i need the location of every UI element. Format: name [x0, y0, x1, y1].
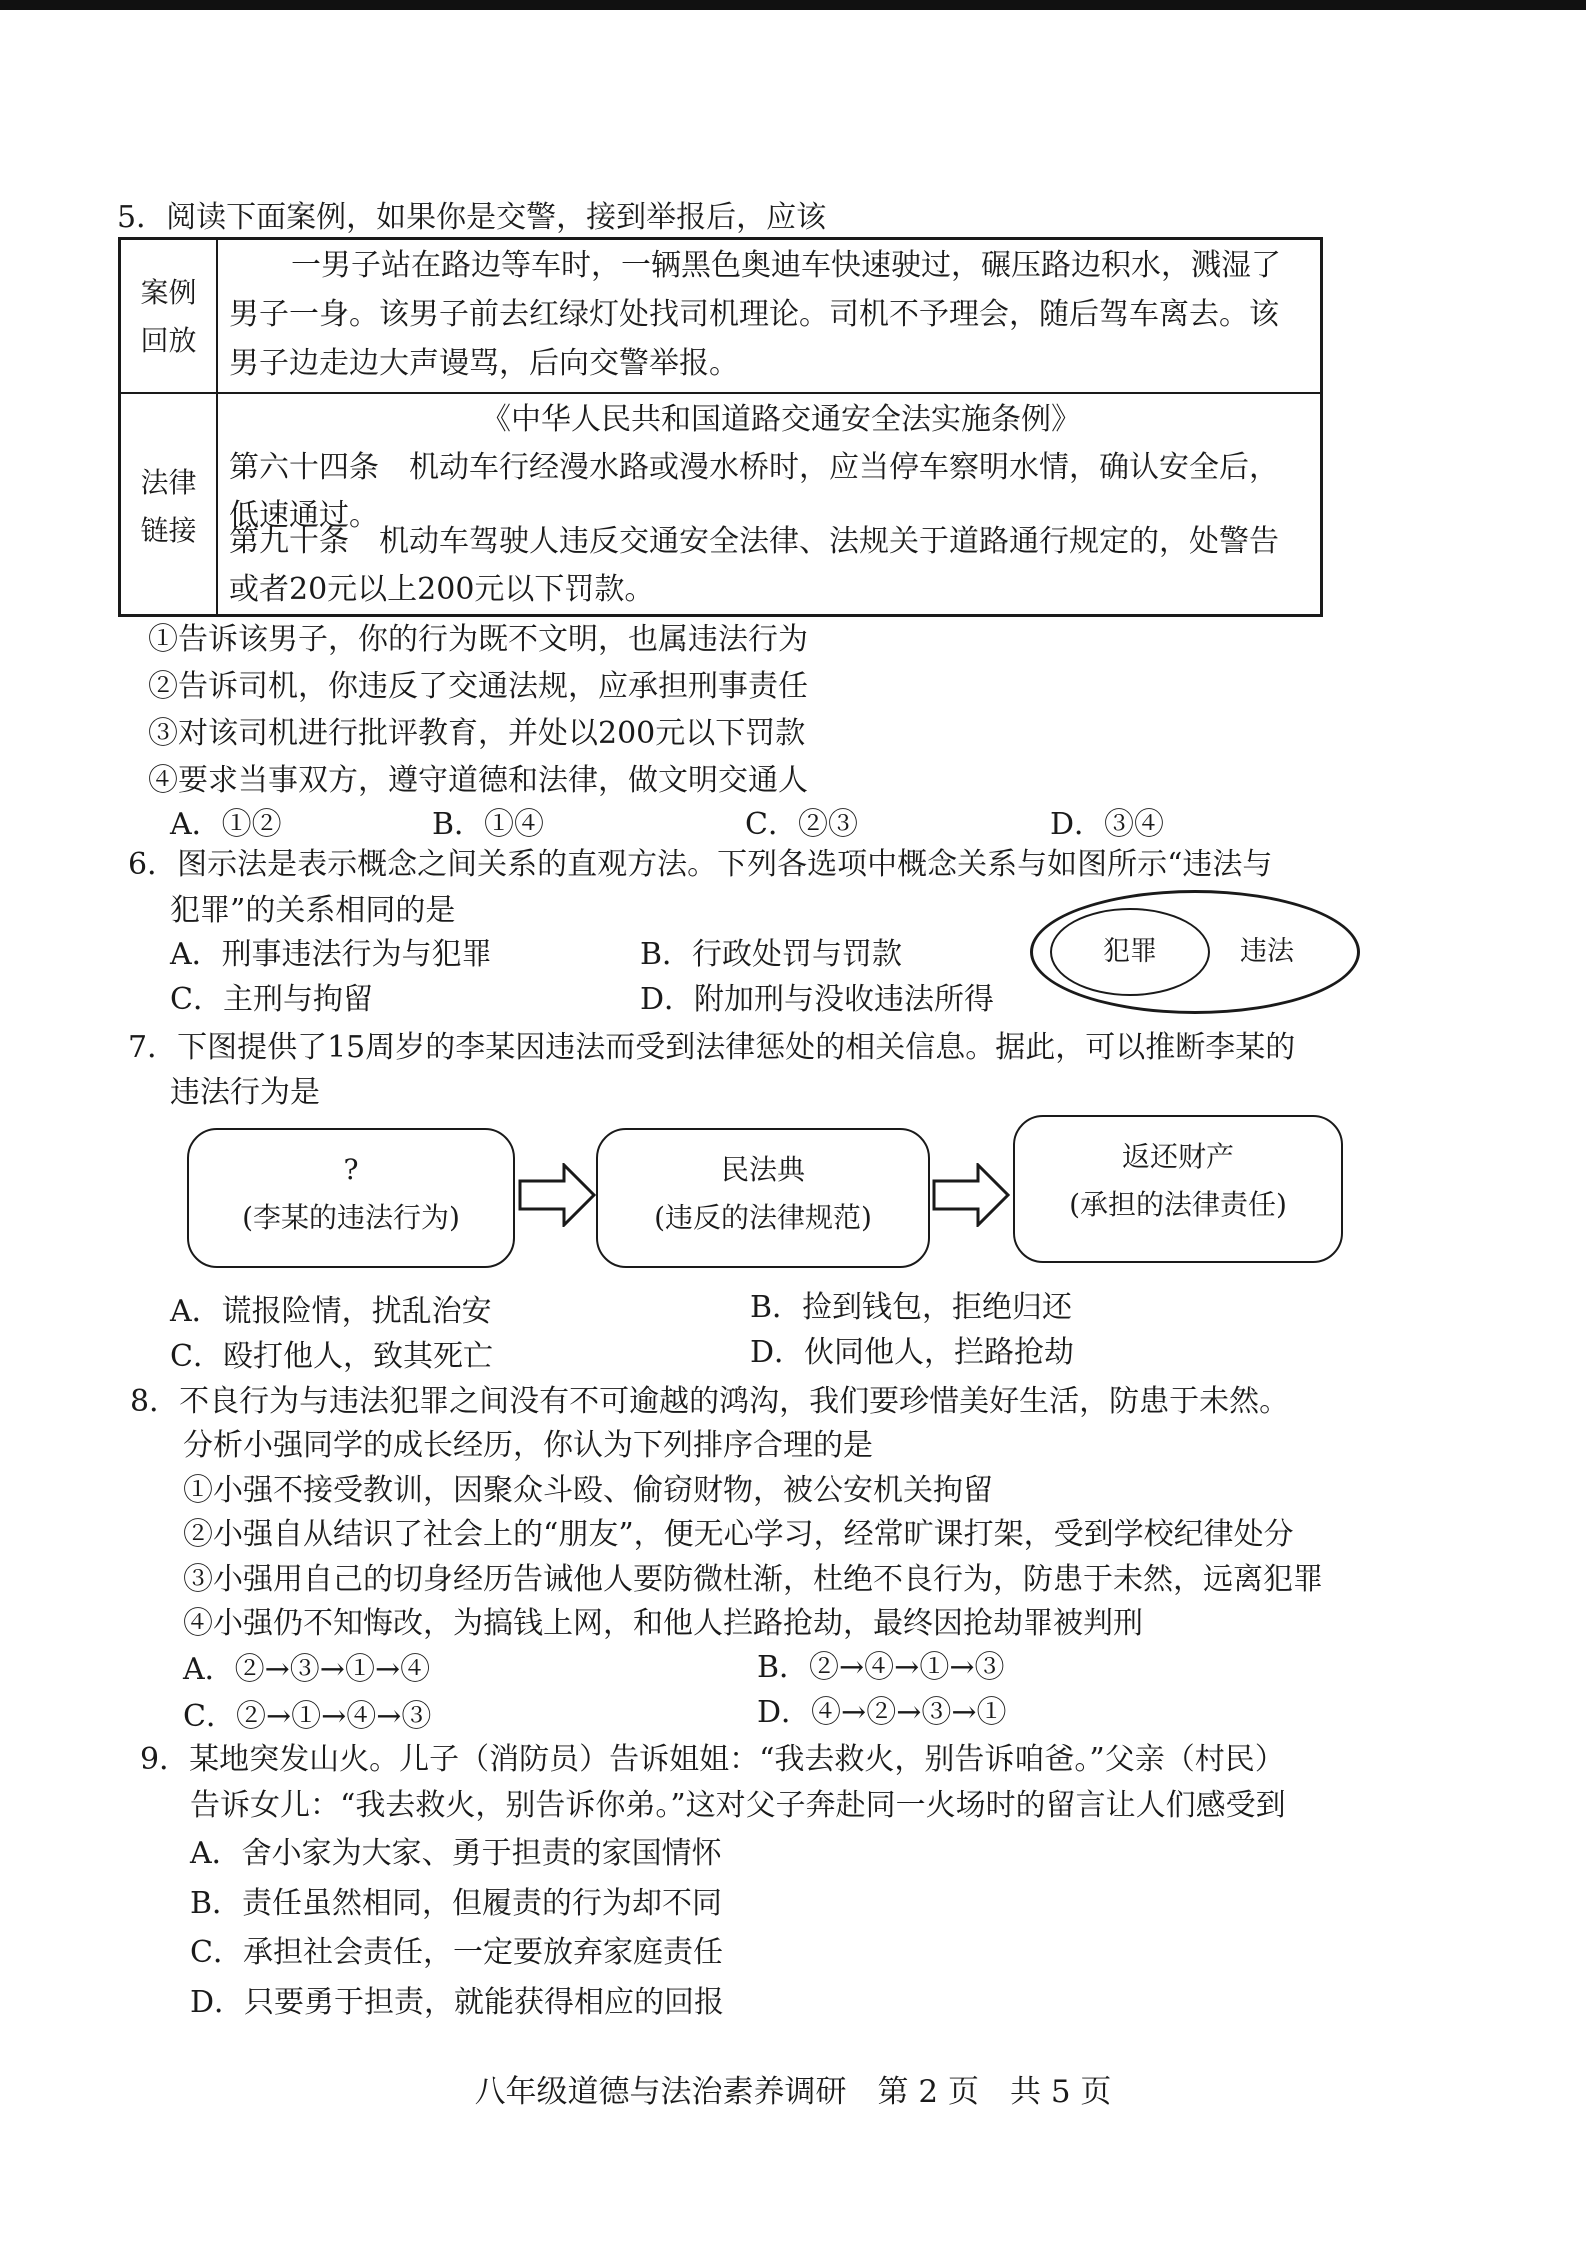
q5-option-b: B．①④: [432, 807, 545, 842]
q9-option-a: A．舍小家为大家、勇于担责的家国情怀: [190, 1836, 722, 1871]
q5-statement-2: ②告诉司机，你违反了交通法规，应承担刑事责任: [148, 669, 808, 704]
q9-option-b: B．责任虽然相同，但履责的行为却不同: [190, 1886, 723, 1921]
q9-option-c: C．承担社会责任，一定要放弃家庭责任: [190, 1935, 723, 1970]
q5-statement-4: ④要求当事双方，遵守道德和法律，做文明交通人: [148, 763, 808, 798]
q8-stem-line1: 8．不良行为与违法犯罪之间没有不可逾越的鸿沟，我们要珍惜美好生活，防患于未然。: [130, 1384, 1290, 1419]
flow-box-law: [596, 1128, 930, 1268]
flow-arrow-1-icon: [518, 1163, 596, 1227]
q6-stem-line1: 6．图示法是表示概念之间关系的直观方法。下列各选项中概念关系与如图所示“违法与: [128, 847, 1273, 882]
table-row-divider: [121, 392, 1320, 394]
flow-box-violation-note: (李某的违法行为): [242, 1201, 460, 1234]
q7-stem-line1: 7．下图提供了15周岁的李某因违法而受到法律惩处的相关信息。据此，可以推断李某的: [128, 1030, 1296, 1065]
law-text-line4: 或者20元以上200元以下罚款。: [229, 572, 655, 607]
q5-statement-1: ①告诉该男子，你的行为既不文明，也属违法行为: [148, 622, 808, 657]
case-text-line3: 男子边走边大声谩骂，后向交警举报。: [229, 346, 739, 381]
law-text-line2: 低速通过。: [229, 498, 379, 533]
q7-stem-line2: 违法行为是: [170, 1075, 320, 1110]
q7-option-b: B．捡到钱包，拒绝归还: [750, 1290, 1073, 1325]
table-column-divider: [216, 240, 218, 614]
q8-stem-line2: 分析小强同学的成长经历，你认为下列排序合理的是: [183, 1428, 873, 1463]
case-text-line2: 男子一身。该男子前去红绿灯处找司机理论。司机不予理会，随后驾车离去。该: [229, 297, 1279, 332]
law-text-line3: 第九十条 机动车驾驶人违反交通安全法律、法规关于道路通行规定的，处警告: [229, 524, 1279, 559]
flow-box-liability: [1013, 1115, 1343, 1263]
q5-stem: 5．阅读下面案例，如果你是交警，接到举报后，应该: [117, 200, 827, 235]
q8-statement-3: ③小强用自己的切身经历告诫他人要防微杜渐，杜绝不良行为，防患于未然，远离犯罪: [183, 1562, 1323, 1597]
q5-option-c: C．②③: [745, 807, 858, 842]
flow-box-violation: [187, 1128, 515, 1268]
q6-option-a: A．刑事违法行为与犯罪: [170, 937, 492, 972]
q8-statement-1: ①小强不接受教训，因聚众斗殴、偷窃财物，被公安机关拘留: [183, 1473, 993, 1508]
case-text-line1: 一男子站在路边等车时，一辆黑色奥迪车快速驶过，碾压路边积水，溅湿了: [291, 248, 1281, 283]
top-border-rule: [0, 0, 1586, 10]
q5-option-d: D．③④: [1050, 807, 1165, 842]
law-text-line1: 第六十四条 机动车行经漫水路或漫水桥时，应当停车察明水情，确认安全后，: [229, 450, 1279, 485]
q7-option-a: A．谎报险情，扰乱治安: [170, 1294, 492, 1329]
venn-inner-label: 犯罪: [1103, 936, 1157, 967]
case-header-line2: 回放: [140, 324, 197, 357]
q8-statement-4: ④小强仍不知悔改，为搞钱上网，和他人拦路抢劫，最终因抢劫罪被判刑: [183, 1606, 1143, 1641]
q6-option-d: D．附加刑与没收违法所得: [640, 982, 995, 1017]
q6-option-c: C．主刑与拘留: [170, 982, 373, 1017]
q5-statement-3: ③对该司机进行批评教育，并处以200元以下罚款: [148, 716, 806, 751]
law-header-line2: 链接: [140, 514, 197, 547]
flow-box-violation-title: ?: [343, 1153, 359, 1186]
q8-option-b: B．②→④→①→③: [757, 1650, 1005, 1685]
law-title: 《中华人民共和国道路交通安全法实施条例》: [481, 402, 1081, 437]
q5-option-a: A．①②: [170, 807, 282, 842]
page-footer: 八年级道德与法治素养调研 第 2 页 共 5 页: [474, 2074, 1112, 2110]
case-header-line1: 案例: [140, 276, 197, 309]
q5-case-table: [118, 237, 1323, 617]
flow-box-liability-title: 返还财产: [1121, 1140, 1234, 1173]
q8-statement-2: ②小强自从结识了社会上的“朋友”，便无心学习，经常旷课打架，受到学校纪律处分: [183, 1517, 1294, 1552]
venn-outer-label: 违法: [1240, 936, 1294, 967]
law-header-line1: 法律: [140, 466, 197, 499]
q9-stem-line1: 9．某地突发山火。儿子（消防员）告诉姐姐：“我去救火，别告诉咱爸。”父亲（村民）: [140, 1742, 1285, 1777]
q7-option-c: C．殴打他人，致其死亡: [170, 1339, 493, 1374]
q8-option-d: D．④→②→③→①: [757, 1695, 1007, 1730]
flow-arrow-2-icon: [932, 1163, 1010, 1227]
q9-stem-line2: 告诉女儿：“我去救火，别告诉你弟。”这对父子奔赴同一火场时的留言让人们感受到: [190, 1788, 1286, 1823]
flow-box-law-title: 民法典: [720, 1153, 805, 1186]
q9-option-d: D．只要勇于担责，就能获得相应的回报: [190, 1985, 725, 2020]
q6-option-b: B．行政处罚与罚款: [640, 937, 903, 972]
flow-box-law-note: (违反的法律规范): [654, 1201, 872, 1234]
q6-stem-line2: 犯罪”的关系相同的是: [170, 893, 456, 928]
q8-option-a: A．②→③→①→④: [183, 1652, 431, 1687]
q7-option-d: D．伙同他人，拦路抢劫: [750, 1335, 1075, 1370]
flow-box-liability-note: (承担的法律责任): [1069, 1188, 1287, 1221]
q8-option-c: C．②→①→④→③: [183, 1699, 432, 1734]
